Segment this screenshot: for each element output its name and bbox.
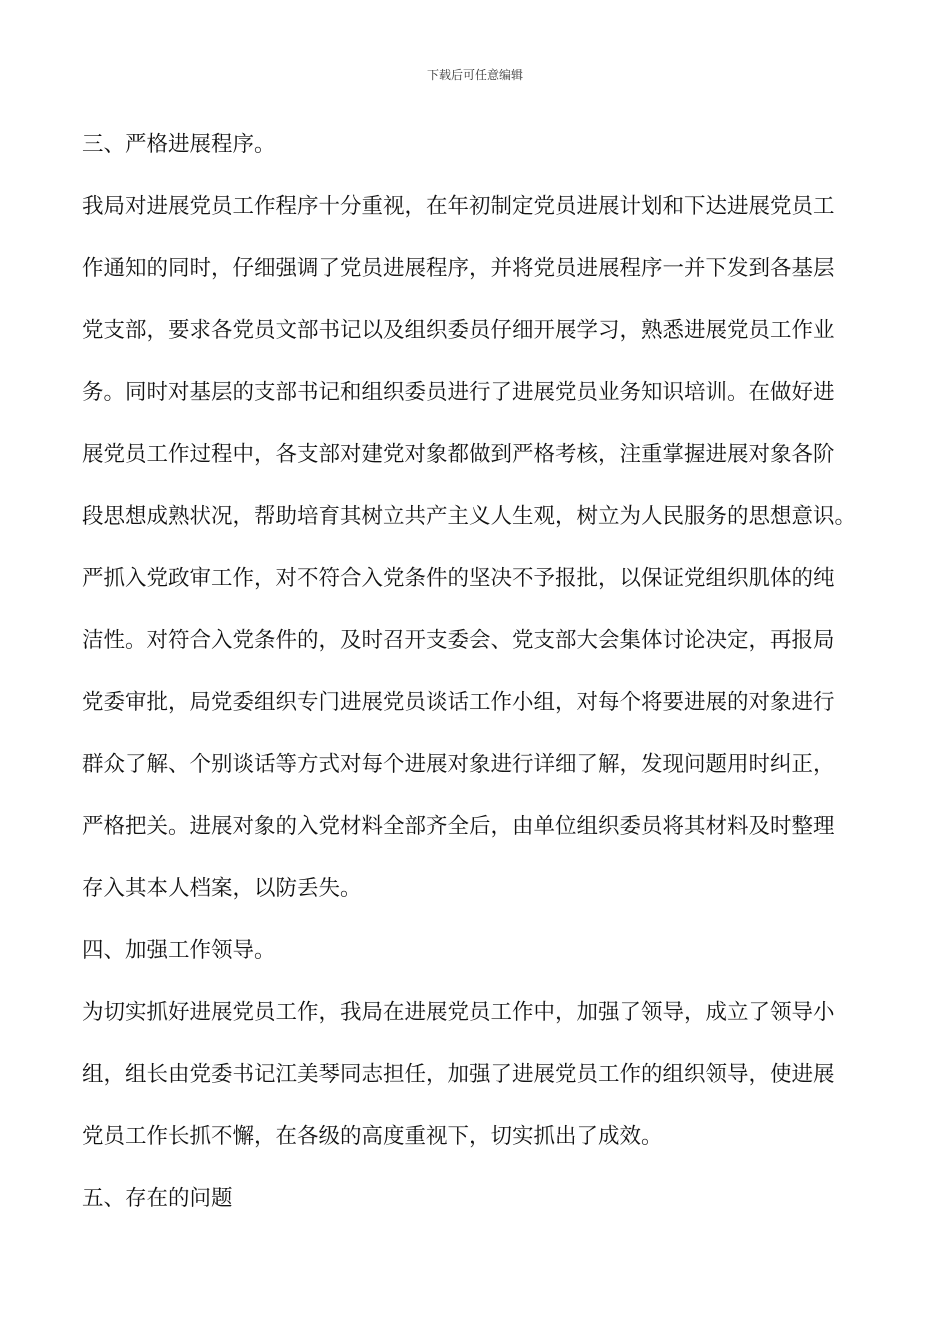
section-heading: 三、严格进展程序。 — [82, 132, 276, 157]
paragraph-line: 展党员工作过程中，各支部对建党对象都做到严格考核，注重掌握进展对象各阶 — [82, 442, 835, 467]
paragraph-line: 党委审批，局党委组织专门进展党员谈话工作小组，对每个将要进展的对象进行 — [82, 690, 835, 715]
paragraph-line: 作通知的同时，仔细强调了党员进展程序，并将党员进展程序一并下发到各基层 — [82, 256, 835, 281]
paragraph-line: 严抓入党政审工作，对不符合入党条件的坚决不予报批，以保证党组织肌体的纯 — [82, 566, 835, 591]
paragraph-line: 我局对进展党员工作程序十分重视，在年初制定党员进展计划和下达进展党员工 — [82, 194, 835, 219]
page-header: 下载后可任意编辑 — [426, 68, 523, 82]
paragraph-line: 务。同时对基层的支部书记和组织委员进行了进展党员业务知识培训。在做好进 — [82, 380, 835, 405]
section-heading: 四、加强工作领导。 — [82, 938, 276, 963]
paragraph-line: 党支部，要求各党员文部书记以及组织委员仔细开展学习，熟悉进展党员工作业 — [82, 318, 835, 343]
paragraph-line: 段思想成熟状况，帮助培育其树立共产主义人生观，树立为人民服务的思想意识。 — [82, 504, 857, 529]
paragraph-line: 严格把关。进展对象的入党材料全部齐全后，由单位组织委员将其材料及时整理 — [82, 814, 835, 839]
paragraph-line: 存入其本人档案，以防丢失。 — [82, 876, 362, 901]
paragraph-line: 组，组长由党委书记江美琴同志担任，加强了进展党员工作的组织领导，使进展 — [82, 1062, 835, 1087]
document-body — [82, 114, 882, 1230]
paragraph-line: 群众了解、个别谈话等方式对每个进展对象进行详细了解，发现问题用时纠正， — [82, 752, 835, 777]
paragraph-line: 为切实抓好进展党员工作，我局在进展党员工作中，加强了领导，成立了领导小 — [82, 1000, 835, 1025]
section-heading: 五、存在的问题 — [82, 1186, 233, 1211]
paragraph-line: 洁性。对符合入党条件的，及时召开支委会、党支部大会集体讨论决定，再报局 — [82, 628, 835, 653]
paragraph-line: 党员工作长抓不懈，在各级的高度重视下，切实抓出了成效。 — [82, 1124, 663, 1149]
